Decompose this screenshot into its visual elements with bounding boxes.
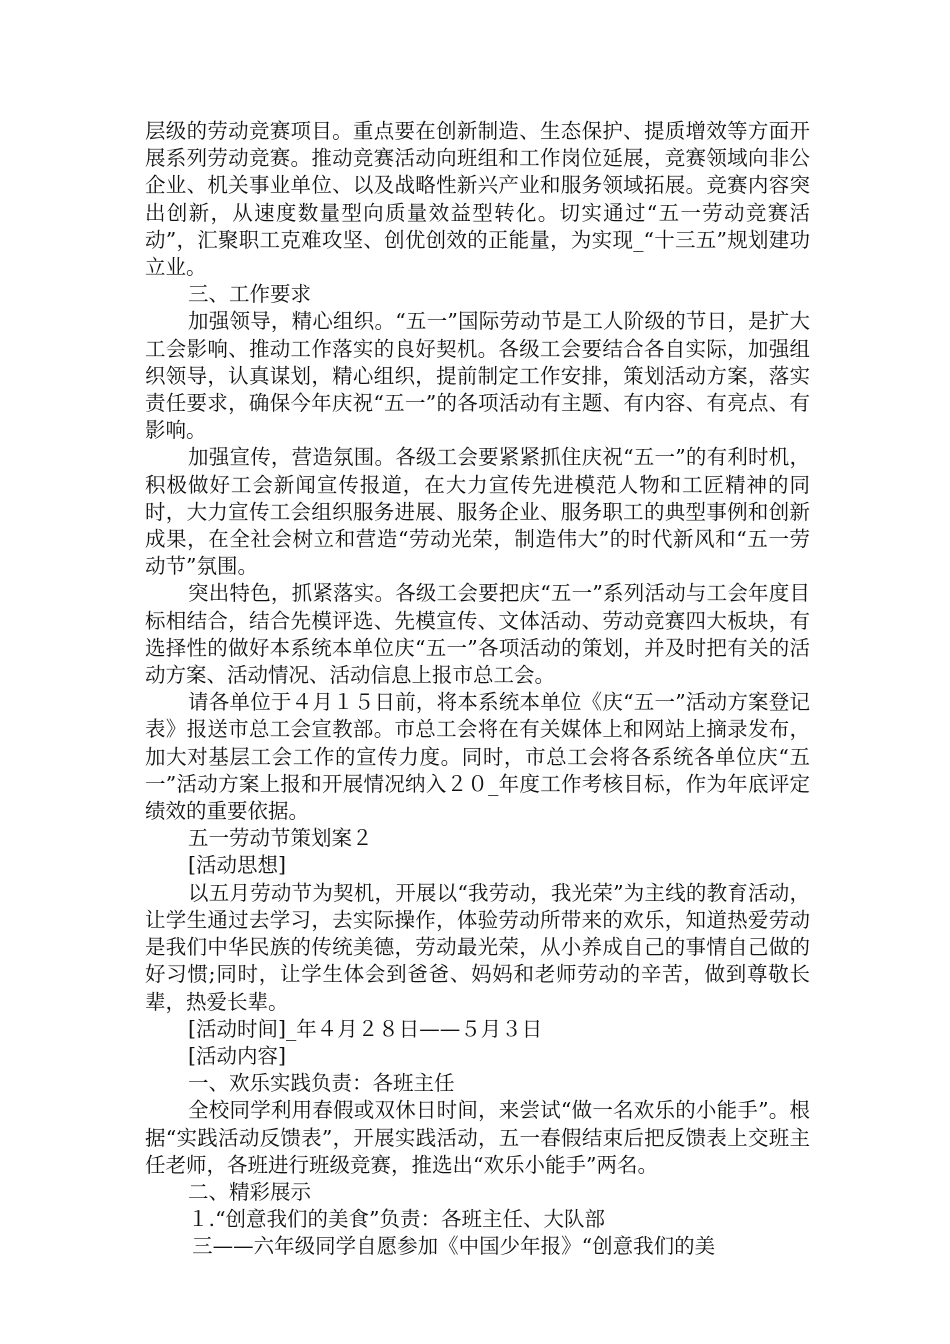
paragraph-activity-idea: 以五月劳动节为契机，开展以“我劳动，我光荣”为主线的教育活动，让学生通过去学习，去实际操作，体验劳动所带来的欢乐，知道热爱劳动是我们中华民族的传统美德，劳动最光荣，从小养成自己的事情自己做的好习惯;同时，让学生体会到爸爸、妈妈和老师劳动的辛苦，做到尊敬长辈，热爱长辈。	[145, 880, 810, 1014]
paragraph-submission-deadline: 请各单位于４月１５日前，将本系统本单位《庆“五一”活动方案登记表》报送市总工会宣教部。市总工会将在有关媒体上和网站上摘录发布，加大对基层工会工作的宣传力度。同时，市总工会将各系统各单位庆“五一”活动方案上报和开展情况纳入２０_年度工作考核目标，作为年底评定绩效的重要依据。	[145, 690, 810, 824]
heading-activity-content: [活动内容]	[188, 1043, 287, 1068]
activity-time: [活动时间]_年４月２８日——５月３日	[188, 1016, 543, 1041]
paragraph-strengthen-publicity: 加强宣传，营造氛围。各级工会要紧紧抓住庆祝“五一”的有利时机，积极做好工会新闻宣传报道，在大力宣传先进模范人物和工匠精神的同时，大力宣传工会组织服务进展、服务企业、服务职工的典型事例和创新成果，在全社会树立和营造“劳动光荣，制造伟大”的时代新风和“五一劳动节”氛围。	[145, 445, 810, 579]
paragraph-competition-projects: 层级的劳动竞赛项目。重点要在创新制造、生态保护、提质增效等方面开展系列劳动竞赛。推动竞赛活动向班组和工作岗位延展，竞赛领域向非公企业、机关事业单位、以及战略性新兴产业和服务领域拓展。竞赛内容突出创新，从速度数量型向质量效益型转化。切实通过“五一劳动竞赛活动”，汇聚职工克难攻坚、创优创效的正能量，为实现_“十三五”规划建功立业。	[145, 119, 810, 280]
paragraph-happy-practice: 全校同学利用春假或双休日时间，来尝试“做一名欢乐的小能手”。根据“实践活动反馈表”，开展实践活动，五一春假结束后把反馈表上交班主任老师，各班进行班级竞赛，推选出“欢乐小能手”两名。	[145, 1098, 810, 1177]
paragraph-creative-food-cutoff: 三——六年级同学自愿参加《中国少年报》“创意我们的美	[192, 1234, 716, 1259]
paragraph-highlight-features: 突出特色，抓紧落实。各级工会要把庆“五一”系列活动与工会年度目标相结合，结合先模评选、先模宣传、文体活动、劳动竞赛四大板块，有选择性的做好本系统本单位庆“五一”各项活动的策划，并及时把有关的活动方案、活动情况、活动信息上报市总工会。	[145, 581, 810, 688]
heading-creative-food: １.“创意我们的美食”负责：各班主任、大队部	[188, 1207, 606, 1232]
heading-plan-2: 五一劳动节策划案２	[188, 826, 373, 851]
heading-happy-practice: 一、欢乐实践负责：各班主任	[188, 1071, 455, 1096]
heading-activity-idea: [活动思想]	[188, 853, 287, 878]
paragraph-strengthen-leadership: 加强领导，精心组织。“五一”国际劳动节是工人阶级的节日，是扩大工会影响、推动工作落实的良好契机。各级工会要结合各自实际，加强组织领导，认真谋划，精心组织，提前制定工作安排，策划活动方案，落实责任要求，确保今年庆祝“五一”的各项活动有主题、有内容、有亮点、有影响。	[145, 309, 810, 443]
document-page	[145, 118, 810, 1261]
heading-wonderful-show: 二、精彩展示	[188, 1179, 312, 1204]
heading-work-requirements: 三、工作要求	[188, 282, 312, 307]
